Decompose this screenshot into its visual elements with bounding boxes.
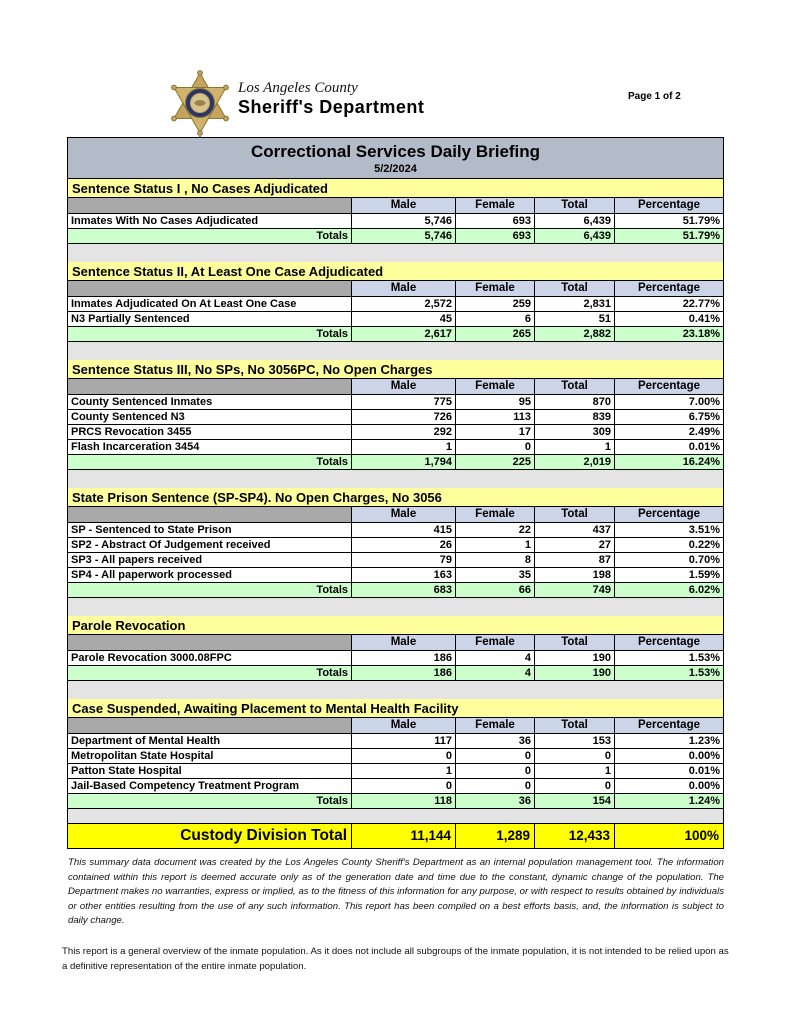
row-label: PRCS Revocation 3455: [68, 425, 351, 439]
cell-pct: 0.70%: [615, 553, 723, 567]
row-label: Flash Incarceration 3454: [68, 440, 351, 454]
row-label: Metropolitan State Hospital: [68, 749, 351, 763]
totals-female: 66: [456, 583, 534, 597]
sheriff-star-badge-icon: [168, 70, 232, 138]
cell-male: 775: [352, 395, 455, 409]
column-header: Total: [535, 379, 614, 394]
department-name: Sheriff's Department: [238, 97, 425, 117]
totals-pct: 6.02%: [615, 583, 723, 597]
cell-female: 693: [456, 214, 534, 228]
cell-female: 22: [456, 523, 534, 537]
section-title: State Prison Sentence (SP-SP4). No Open Charges, No 3056: [68, 488, 723, 506]
column-header: Female: [456, 718, 534, 733]
cell-total: 0: [535, 749, 614, 763]
cell-male: 5,746: [352, 214, 455, 228]
section-table: [68, 616, 723, 681]
column-header: Male: [352, 635, 455, 650]
grand-total-total: 12,433: [535, 824, 614, 848]
cell-pct: 0.41%: [615, 312, 723, 326]
agency-name: Los Angeles County: [238, 80, 358, 96]
row-label: SP2 - Abstract Of Judgement received: [68, 538, 351, 552]
cell-male: 117: [352, 734, 455, 748]
cell-female: 95: [456, 395, 534, 409]
row-label: Jail-Based Competency Treatment Program: [68, 779, 351, 793]
cell-male: 292: [352, 425, 455, 439]
cell-pct: 7.00%: [615, 395, 723, 409]
section-spacer: [68, 244, 723, 262]
totals-male: 1,794: [352, 455, 455, 469]
column-header: Female: [456, 198, 534, 213]
column-header-blank: [68, 198, 351, 213]
row-label: SP4 - All paperwork processed: [68, 568, 351, 582]
sections-host: [68, 179, 723, 823]
cell-female: 0: [456, 749, 534, 763]
column-header: Percentage: [615, 198, 723, 213]
totals-pct: 16.24%: [615, 455, 723, 469]
totals-total: 190: [535, 666, 614, 680]
cell-male: 415: [352, 523, 455, 537]
totals-pct: 23.18%: [615, 327, 723, 341]
cell-total: 190: [535, 651, 614, 665]
cell-pct: 1.53%: [615, 651, 723, 665]
cell-pct: 3.51%: [615, 523, 723, 537]
totals-female: 693: [456, 229, 534, 243]
footnote-text: This report is a general overview of the inmate population. As it does not include all subgroups of the inmate population, it is not intended to be relied upon as a definitive representation of the entire inmate population.: [62, 946, 729, 972]
cell-male: 726: [352, 410, 455, 424]
cell-total: 309: [535, 425, 614, 439]
row-label: SP - Sentenced to State Prison: [68, 523, 351, 537]
section-title: Sentence Status III, No SPs, No 3056PC, No Open Charges: [68, 360, 723, 378]
cell-total: 2,831: [535, 297, 614, 311]
cell-female: 0: [456, 779, 534, 793]
column-header-blank: [68, 507, 351, 522]
column-header: Total: [535, 281, 614, 296]
totals-female: 4: [456, 666, 534, 680]
totals-pct: 51.79%: [615, 229, 723, 243]
cell-female: 0: [456, 440, 534, 454]
cell-pct: 0.00%: [615, 779, 723, 793]
column-header-blank: [68, 635, 351, 650]
column-header: Female: [456, 281, 534, 296]
column-header: Percentage: [615, 379, 723, 394]
totals-label: Totals: [68, 794, 351, 808]
section-title: Parole Revocation: [68, 616, 723, 634]
grand-total-male: 11,144: [352, 824, 455, 848]
column-header: Total: [535, 718, 614, 733]
column-header: Male: [352, 379, 455, 394]
cell-female: 36: [456, 734, 534, 748]
row-label: County Sentenced N3: [68, 410, 351, 424]
section-table: [68, 262, 723, 342]
cell-pct: 1.59%: [615, 568, 723, 582]
column-header: Percentage: [615, 635, 723, 650]
grand-total-percentage: 100%: [615, 824, 723, 848]
cell-female: 4: [456, 651, 534, 665]
row-label: Inmates With No Cases Adjudicated: [68, 214, 351, 228]
section-spacer: [68, 470, 723, 488]
cell-pct: 51.79%: [615, 214, 723, 228]
section-title: Case Suspended, Awaiting Placement to Mental Health Facility: [68, 699, 723, 717]
title-bar: [68, 138, 723, 179]
cell-total: 437: [535, 523, 614, 537]
totals-male: 118: [352, 794, 455, 808]
cell-male: 1: [352, 440, 455, 454]
section-spacer: [68, 598, 723, 616]
cell-pct: 0.00%: [615, 749, 723, 763]
totals-female: 36: [456, 794, 534, 808]
row-label: Parole Revocation 3000.08FPC: [68, 651, 351, 665]
totals-pct: 1.53%: [615, 666, 723, 680]
totals-male: 186: [352, 666, 455, 680]
cell-male: 79: [352, 553, 455, 567]
cell-female: 259: [456, 297, 534, 311]
section-spacer: [68, 342, 723, 360]
cell-total: 870: [535, 395, 614, 409]
totals-male: 2,617: [352, 327, 455, 341]
cell-total: 198: [535, 568, 614, 582]
grand-total-label: Custody Division Total: [68, 824, 351, 848]
report-date: 5/2/2024: [374, 163, 417, 175]
totals-male: 683: [352, 583, 455, 597]
column-header: Total: [535, 635, 614, 650]
column-header: Total: [535, 198, 614, 213]
cell-female: 17: [456, 425, 534, 439]
cell-total: 153: [535, 734, 614, 748]
totals-male: 5,746: [352, 229, 455, 243]
cell-total: 87: [535, 553, 614, 567]
cell-total: 0: [535, 779, 614, 793]
report-header: [0, 0, 791, 137]
cell-female: 8: [456, 553, 534, 567]
column-header: Male: [352, 507, 455, 522]
disclaimer-text: This summary data document was created by the Los Angeles County Sheriff's Department as an internal population management tool. The information contained within this report is deemed accurate only as of the generation date and time due to the constant, dynamic change of the population. The Department makes no warranties, express or implied, as to the fitness of this information for any purpose, or with respect to results obtained by individuals or other entities resulting from the use of any such information. This report has been compiled on a best efforts basis, and, the information is subject to daily change.: [68, 857, 724, 926]
cell-male: 26: [352, 538, 455, 552]
totals-label: Totals: [68, 666, 351, 680]
grand-total-row: [68, 823, 723, 848]
totals-label: Totals: [68, 583, 351, 597]
cell-pct: 0.22%: [615, 538, 723, 552]
totals-total: 6,439: [535, 229, 614, 243]
totals-pct: 1.24%: [615, 794, 723, 808]
cell-male: 163: [352, 568, 455, 582]
cell-pct: 0.01%: [615, 764, 723, 778]
totals-label: Totals: [68, 229, 351, 243]
section-table: [68, 699, 723, 809]
grand-total-female: 1,289: [456, 824, 534, 848]
section-title: Sentence Status II, At Least One Case Adjudicated: [68, 262, 723, 280]
column-header: Male: [352, 198, 455, 213]
totals-label: Totals: [68, 455, 351, 469]
cell-total: 51: [535, 312, 614, 326]
column-header: Male: [352, 281, 455, 296]
column-header: Percentage: [615, 281, 723, 296]
section-table: [68, 488, 723, 598]
cell-male: 2,572: [352, 297, 455, 311]
totals-female: 265: [456, 327, 534, 341]
totals-total: 749: [535, 583, 614, 597]
column-header-blank: [68, 281, 351, 296]
column-header: Percentage: [615, 718, 723, 733]
row-label: SP3 - All papers received: [68, 553, 351, 567]
totals-total: 2,019: [535, 455, 614, 469]
totals-label: Totals: [68, 327, 351, 341]
column-header: Female: [456, 379, 534, 394]
row-label: Inmates Adjudicated On At Least One Case: [68, 297, 351, 311]
cell-female: 6: [456, 312, 534, 326]
column-header: Male: [352, 718, 455, 733]
column-header: Total: [535, 507, 614, 522]
cell-total: 839: [535, 410, 614, 424]
cell-pct: 6.75%: [615, 410, 723, 424]
totals-female: 225: [456, 455, 534, 469]
cell-pct: 2.49%: [615, 425, 723, 439]
cell-pct: 1.23%: [615, 734, 723, 748]
cell-pct: 22.77%: [615, 297, 723, 311]
cell-male: 1: [352, 764, 455, 778]
report-title: Correctional Services Daily Briefing: [250, 142, 541, 161]
section-spacer: [68, 809, 723, 823]
cell-female: 1: [456, 538, 534, 552]
cell-female: 35: [456, 568, 534, 582]
cell-total: 1: [535, 764, 614, 778]
cell-female: 0: [456, 764, 534, 778]
column-header-blank: [68, 718, 351, 733]
row-label: Department of Mental Health: [68, 734, 351, 748]
cell-male: 0: [352, 779, 455, 793]
totals-total: 2,882: [535, 327, 614, 341]
section-table: [68, 360, 723, 470]
row-label: Patton State Hospital: [68, 764, 351, 778]
column-header-blank: [68, 379, 351, 394]
section-spacer: [68, 681, 723, 699]
row-label: County Sentenced Inmates: [68, 395, 351, 409]
cell-male: 45: [352, 312, 455, 326]
page-indicator: Page 1 of 2: [628, 91, 681, 102]
cell-total: 6,439: [535, 214, 614, 228]
cell-total: 27: [535, 538, 614, 552]
cell-male: 0: [352, 749, 455, 763]
cell-pct: 0.01%: [615, 440, 723, 454]
column-header: Percentage: [615, 507, 723, 522]
column-header: Female: [456, 635, 534, 650]
cell-female: 113: [456, 410, 534, 424]
totals-total: 154: [535, 794, 614, 808]
section-table: [68, 179, 723, 244]
briefing-table: [67, 137, 724, 849]
row-label: N3 Partially Sentenced: [68, 312, 351, 326]
section-title: Sentence Status I , No Cases Adjudicated: [68, 179, 723, 197]
cell-total: 1: [535, 440, 614, 454]
column-header: Female: [456, 507, 534, 522]
cell-male: 186: [352, 651, 455, 665]
